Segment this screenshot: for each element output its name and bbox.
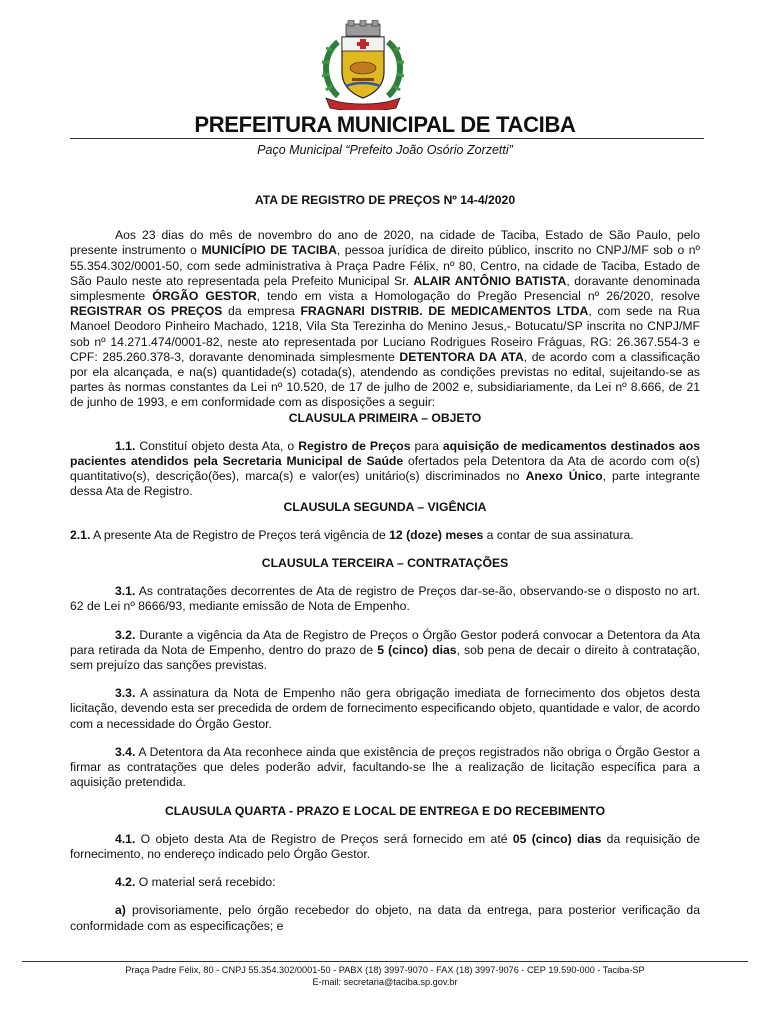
text-run: , doravante denominada simplesmente [70, 273, 701, 304]
bold-text-run: 3.2. [115, 627, 136, 642]
bold-text-run: 12 (doze) meses [389, 527, 484, 542]
text-run: da requisição de fornecimento, no endereço indicado pelo Órgão Gestor. [70, 831, 700, 861]
clause2-heading: CLAUSULA SEGUNDA – VIGÊNCIA [283, 499, 487, 514]
bold-text-run: 3.3. [115, 686, 136, 701]
text-run: ofertados pela Detentora da Ata de acordo com o(s) quantitativo(s), descrição(ões), marca(s) e valor(es) unitário(s) discriminados no [70, 454, 700, 484]
text-run: A presente Ata de Registro de Preços terá vigência de [90, 527, 390, 542]
text-run: para [410, 438, 443, 453]
municipal-coat-of-arms-icon [316, 20, 410, 110]
text-run: Aos 23 dias do mês de novembro do ano de 2020, na cidade de Taciba, Estado de São Paulo, pelo presente instrumento o [70, 228, 700, 258]
footer-address: Praça Padre Félix, 80 - CNPJ 55.354.302/0001-50 - PABX (18) 3997-9070 - FAX (18) 3997-9076 - CEP 19.590-000 - Taciba-SP [125, 965, 645, 975]
text-run: , pessoa jurídica de direito público, inscrito no CNPJ/MF sob o nº 55.354.302/0001-50, com sede administrativa à Praça Padre Félix, nº 80, Centro, na cidade de Taciba, Estado de São Paulo neste ato representada pela Prefeito Municipal Sr. [70, 243, 700, 288]
clause-1-1 [70, 439, 700, 500]
clause4-heading: CLAUSULA QUARTA - PRAZO E LOCAL DE ENTREGA E DO RECEBIMENTO [164, 803, 606, 818]
clause-4-1 [70, 832, 700, 862]
bold-text-run: FRAGNARI DISTRIB. DE MEDICAMENTOS LTDA [300, 304, 589, 319]
text-run: As contratações decorrentes de Ata de registro de Preços dar-se-ão, observando-se o disposto no art. 62 de Lei nº 8666/93, mediante emissão de Nota de Empenho. [70, 584, 700, 614]
bold-text-run: 05 (cinco) dias [512, 831, 602, 846]
text-run: , sob pena de decair o direito à contratação, sem prejuízo das sanções previstas. [70, 642, 700, 673]
text-run: a contar de sua assinatura. [483, 527, 634, 542]
bold-text-run: Anexo Único [525, 469, 603, 484]
bold-text-run: ALAIR ANTÔNIO BATISTA [413, 273, 567, 288]
text-run: , tendo em vista a Homologação do Pregão Presencial nº 26/2020, resolve [256, 289, 700, 304]
bold-text-run: aquisição de medicamentos destinados aos pacientes atendidos pela Secretaria Municipal de Saúde [70, 438, 700, 469]
clause-3-1 [70, 584, 700, 614]
text-run: , de acordo com a classificação por ela alcançada, e na(s) quantidade(s) cotada(s), atendendo as condições previstas no edital, sujeitando-se as partes às normas constantes da Lei nº 10.520, de 17 de julho de 2002 e, subsidiariamente, da Lei nº 8.666, de 21 de junho de 1993, e em conformidade com as disposições a seguir: [70, 349, 700, 410]
text-run: O material será recebido: [135, 875, 276, 890]
bold-text-run: 5 (cinco) dias [377, 642, 457, 657]
bold-text-run: Registro de Preços [298, 438, 411, 453]
bold-text-run: REGISTRAR OS PREÇOS [70, 304, 223, 319]
bold-text-run: 4.1. [115, 831, 136, 846]
bold-text-run: DETENTORA DA ATA [399, 349, 524, 364]
clause-3-2 [70, 628, 700, 674]
document-body [70, 193, 700, 934]
page-subtitle: Paço Municipal “Prefeito João Osório Zorzetti” [257, 143, 513, 157]
clause-2-1 [70, 528, 700, 543]
bold-text-run: MUNICÍPIO DE TACIBA [201, 243, 337, 258]
clause3-heading: CLAUSULA TERCEIRA – CONTRATAÇÕES [261, 556, 509, 571]
bold-text-run: 3.4. [115, 744, 136, 759]
bold-text-run: 2.1. [70, 527, 91, 542]
bold-text-run: 3.1. [115, 584, 136, 599]
bold-text-run: ÓRGÃO GESTOR [152, 289, 257, 304]
text-run: Constituí objeto desta Ata, o [135, 438, 299, 453]
clause-4-2-a [70, 903, 700, 933]
intro-paragraph [70, 228, 700, 410]
footer-divider [22, 961, 748, 962]
text-run: provisoriamente, pelo órgão recebedor do objeto, na data da entrega, para posterior verificação da conformidade com as especificações; e [70, 903, 700, 933]
text-run: , com sede na Rua Manoel Deodoro Pinheiro Machado, 1218, Vila Sta Terezinha do Menino Jesus,- Botucatu/SP inscrita no CNPJ/MF sob nº 14.271.474/0001-82, neste ato representada por Luciano Rodrigues Roseiro Fráguas, RG: 26.367.554-3 e CPF: 285.260.378-3, doravante denominada simplesmente [70, 304, 701, 364]
text-run: O objeto desta Ata de Registro de Preços será fornecido em até [135, 831, 513, 846]
bold-text-run: a) [115, 903, 126, 918]
clause-3-3 [70, 686, 700, 732]
clause1-heading: CLAUSULA PRIMEIRA – OBJETO [288, 410, 482, 425]
text-run: , parte integrante dessa Ata de Registro. [70, 469, 700, 499]
text-run: Durante a vigência da Ata de Registro de Preços o Órgão Gestor poderá convocar a Detentora da Ata para retirada da Nota de Empenho, dentro do prazo de [70, 627, 700, 657]
page-title: PREFEITURA MUNICIPAL DE TACIBA [194, 112, 576, 137]
clause-4-2 [70, 875, 700, 890]
footer [0, 964, 770, 988]
header-divider [70, 138, 704, 139]
ata-title: ATA DE REGISTRO DE PREÇOS Nº 14-4/2020 [254, 193, 516, 207]
footer-email: E-mail: secretaria@taciba.sp.gov.br [312, 977, 458, 987]
text-run: da empresa [222, 304, 301, 319]
clause-3-4 [70, 745, 700, 791]
text-run: A Detentora da Ata reconhece ainda que existência de preços registrados não obriga o Órgão Gestor a firmar as contratações que deles poderão advir, facultando-se lhe a realização de licitação específica para a aquisição pretendida. [70, 744, 700, 790]
bold-text-run: 4.2. [115, 875, 136, 890]
bold-text-run: 1.1. [115, 438, 136, 453]
text-run: A assinatura da Nota de Empenho não gera obrigação imediata de fornecimento dos objetos desta licitação, devendo esta ser precedida de ordem de fornecimento especificando objeto, quantidade e valor, de acordo com a necessidade do Órgão Gestor. [70, 686, 700, 731]
